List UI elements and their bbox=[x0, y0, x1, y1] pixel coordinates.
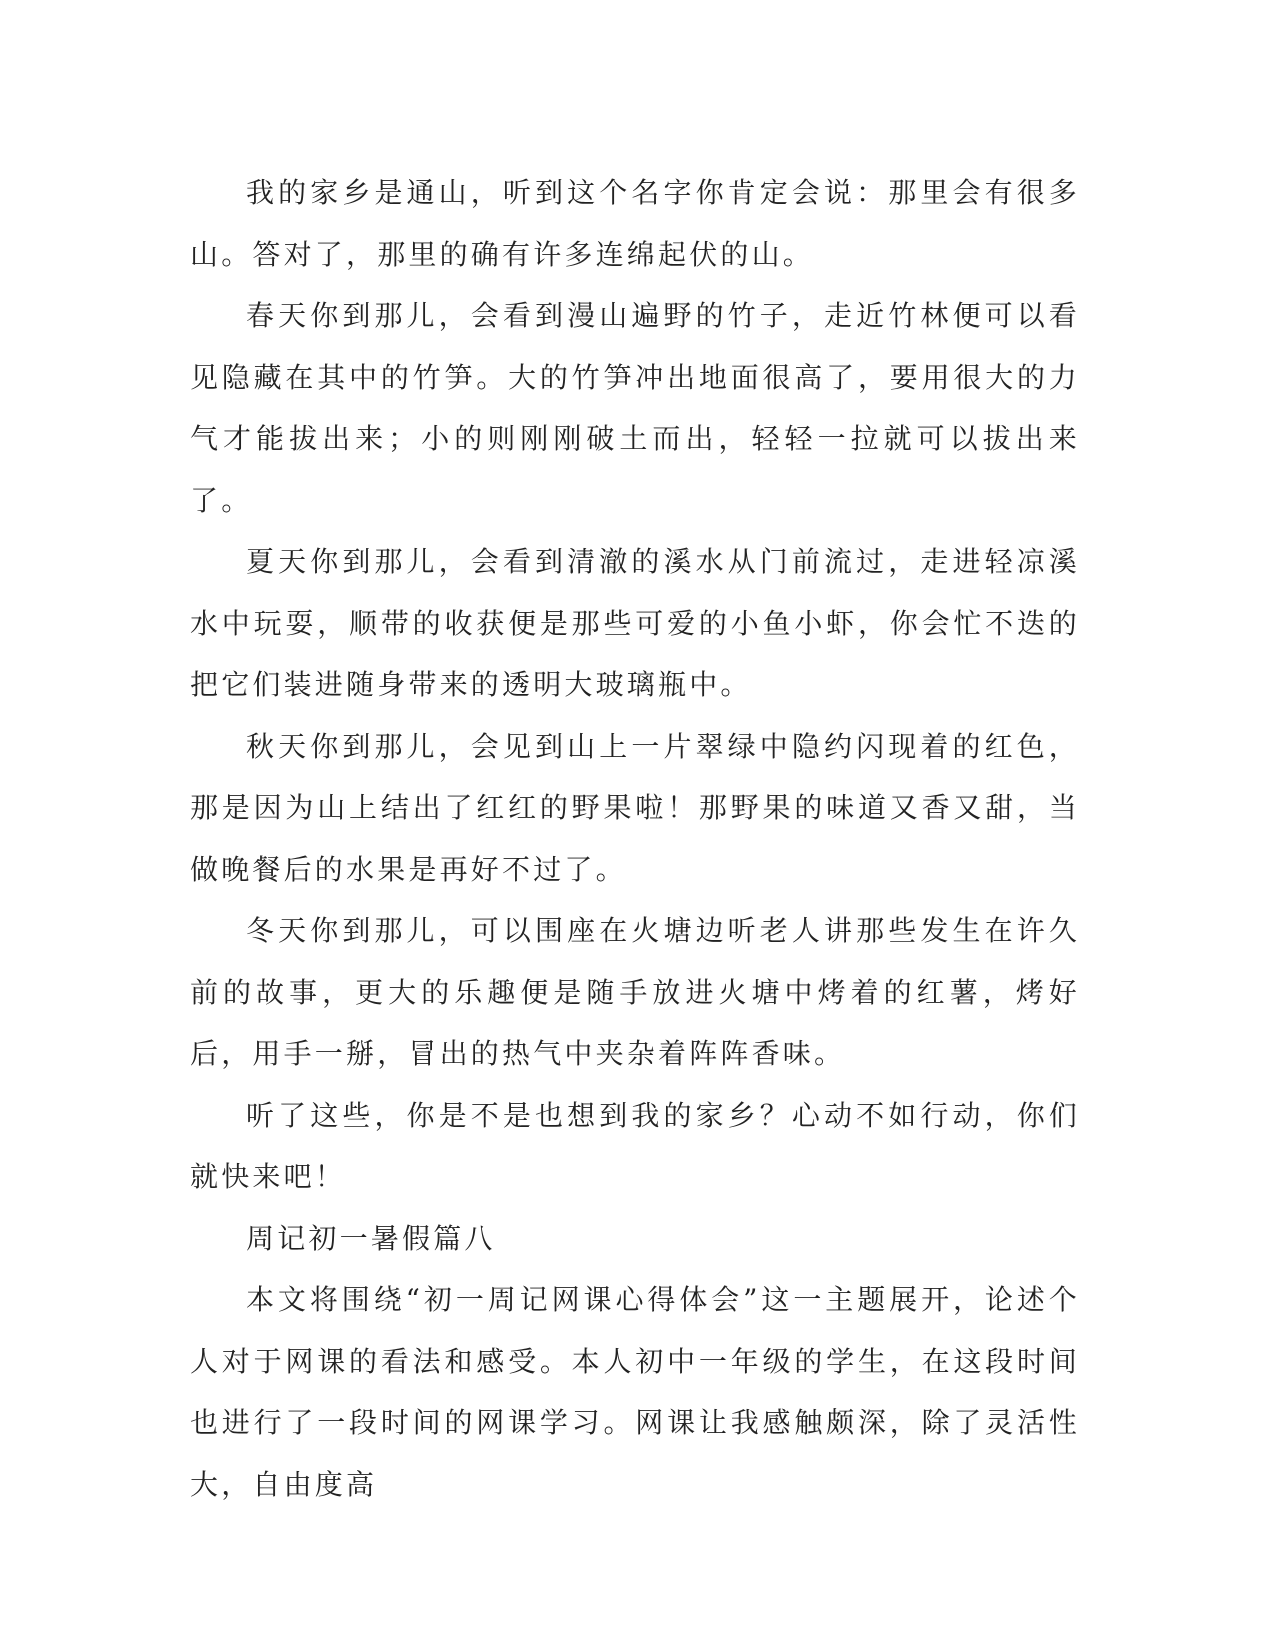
document-body bbox=[190, 162, 1080, 1515]
paragraph-winter: 冬天你到那儿，可以围座在火塘边听老人讲那些发生在许久前的故事，更大的乐趣便是随手放进火塘中烤着的红薯，烤好后，用手一掰，冒出的热气中夹杂着阵阵香味。 bbox=[190, 914, 1080, 1070]
paragraph-invitation: 听了这些，你是不是也想到我的家乡？心动不如行动，你们就快来吧！ bbox=[190, 1098, 1080, 1193]
paragraph-summer: 夏天你到那儿，会看到清澈的溪水从门前流过，走进轻凉溪水中玩耍，顺带的收获便是那些可爱的小鱼小虾，你会忙不迭的把它们装进随身带来的透明大玻璃瓶中。 bbox=[190, 545, 1080, 701]
paragraph-autumn: 秋天你到那儿，会见到山上一片翠绿中隐约闪现着的红色，那是因为山上结出了红红的野果啦！那野果的味道又香又甜，当做晚餐后的水果是再好不过了。 bbox=[190, 729, 1080, 886]
paragraph-spring: 春天你到那儿，会看到漫山遍野的竹子，走近竹林便可以看见隐藏在其中的竹笋。大的竹笋冲出地面很高了，要用很大的力气才能拔出来；小的则刚刚破土而出，轻轻一拉就可以拔出来了。 bbox=[190, 299, 1080, 517]
paragraph-hometown-intro: 我的家乡是通山，听到这个名字你肯定会说：那里会有很多山。答对了，那里的确有许多连绵起伏的山。 bbox=[190, 176, 1080, 271]
section-heading: 周记初一暑假篇八 bbox=[246, 1221, 496, 1255]
paragraph-online-class: 本文将围绕“初一周记网课心得体会”这一主题展开，论述个人对于网课的看法和感受。本人初中一年级的学生，在这段时间也进行了一段时间的网课学习。网课让我感触颇深，除了灵活性大，自由度高 bbox=[190, 1283, 1080, 1501]
